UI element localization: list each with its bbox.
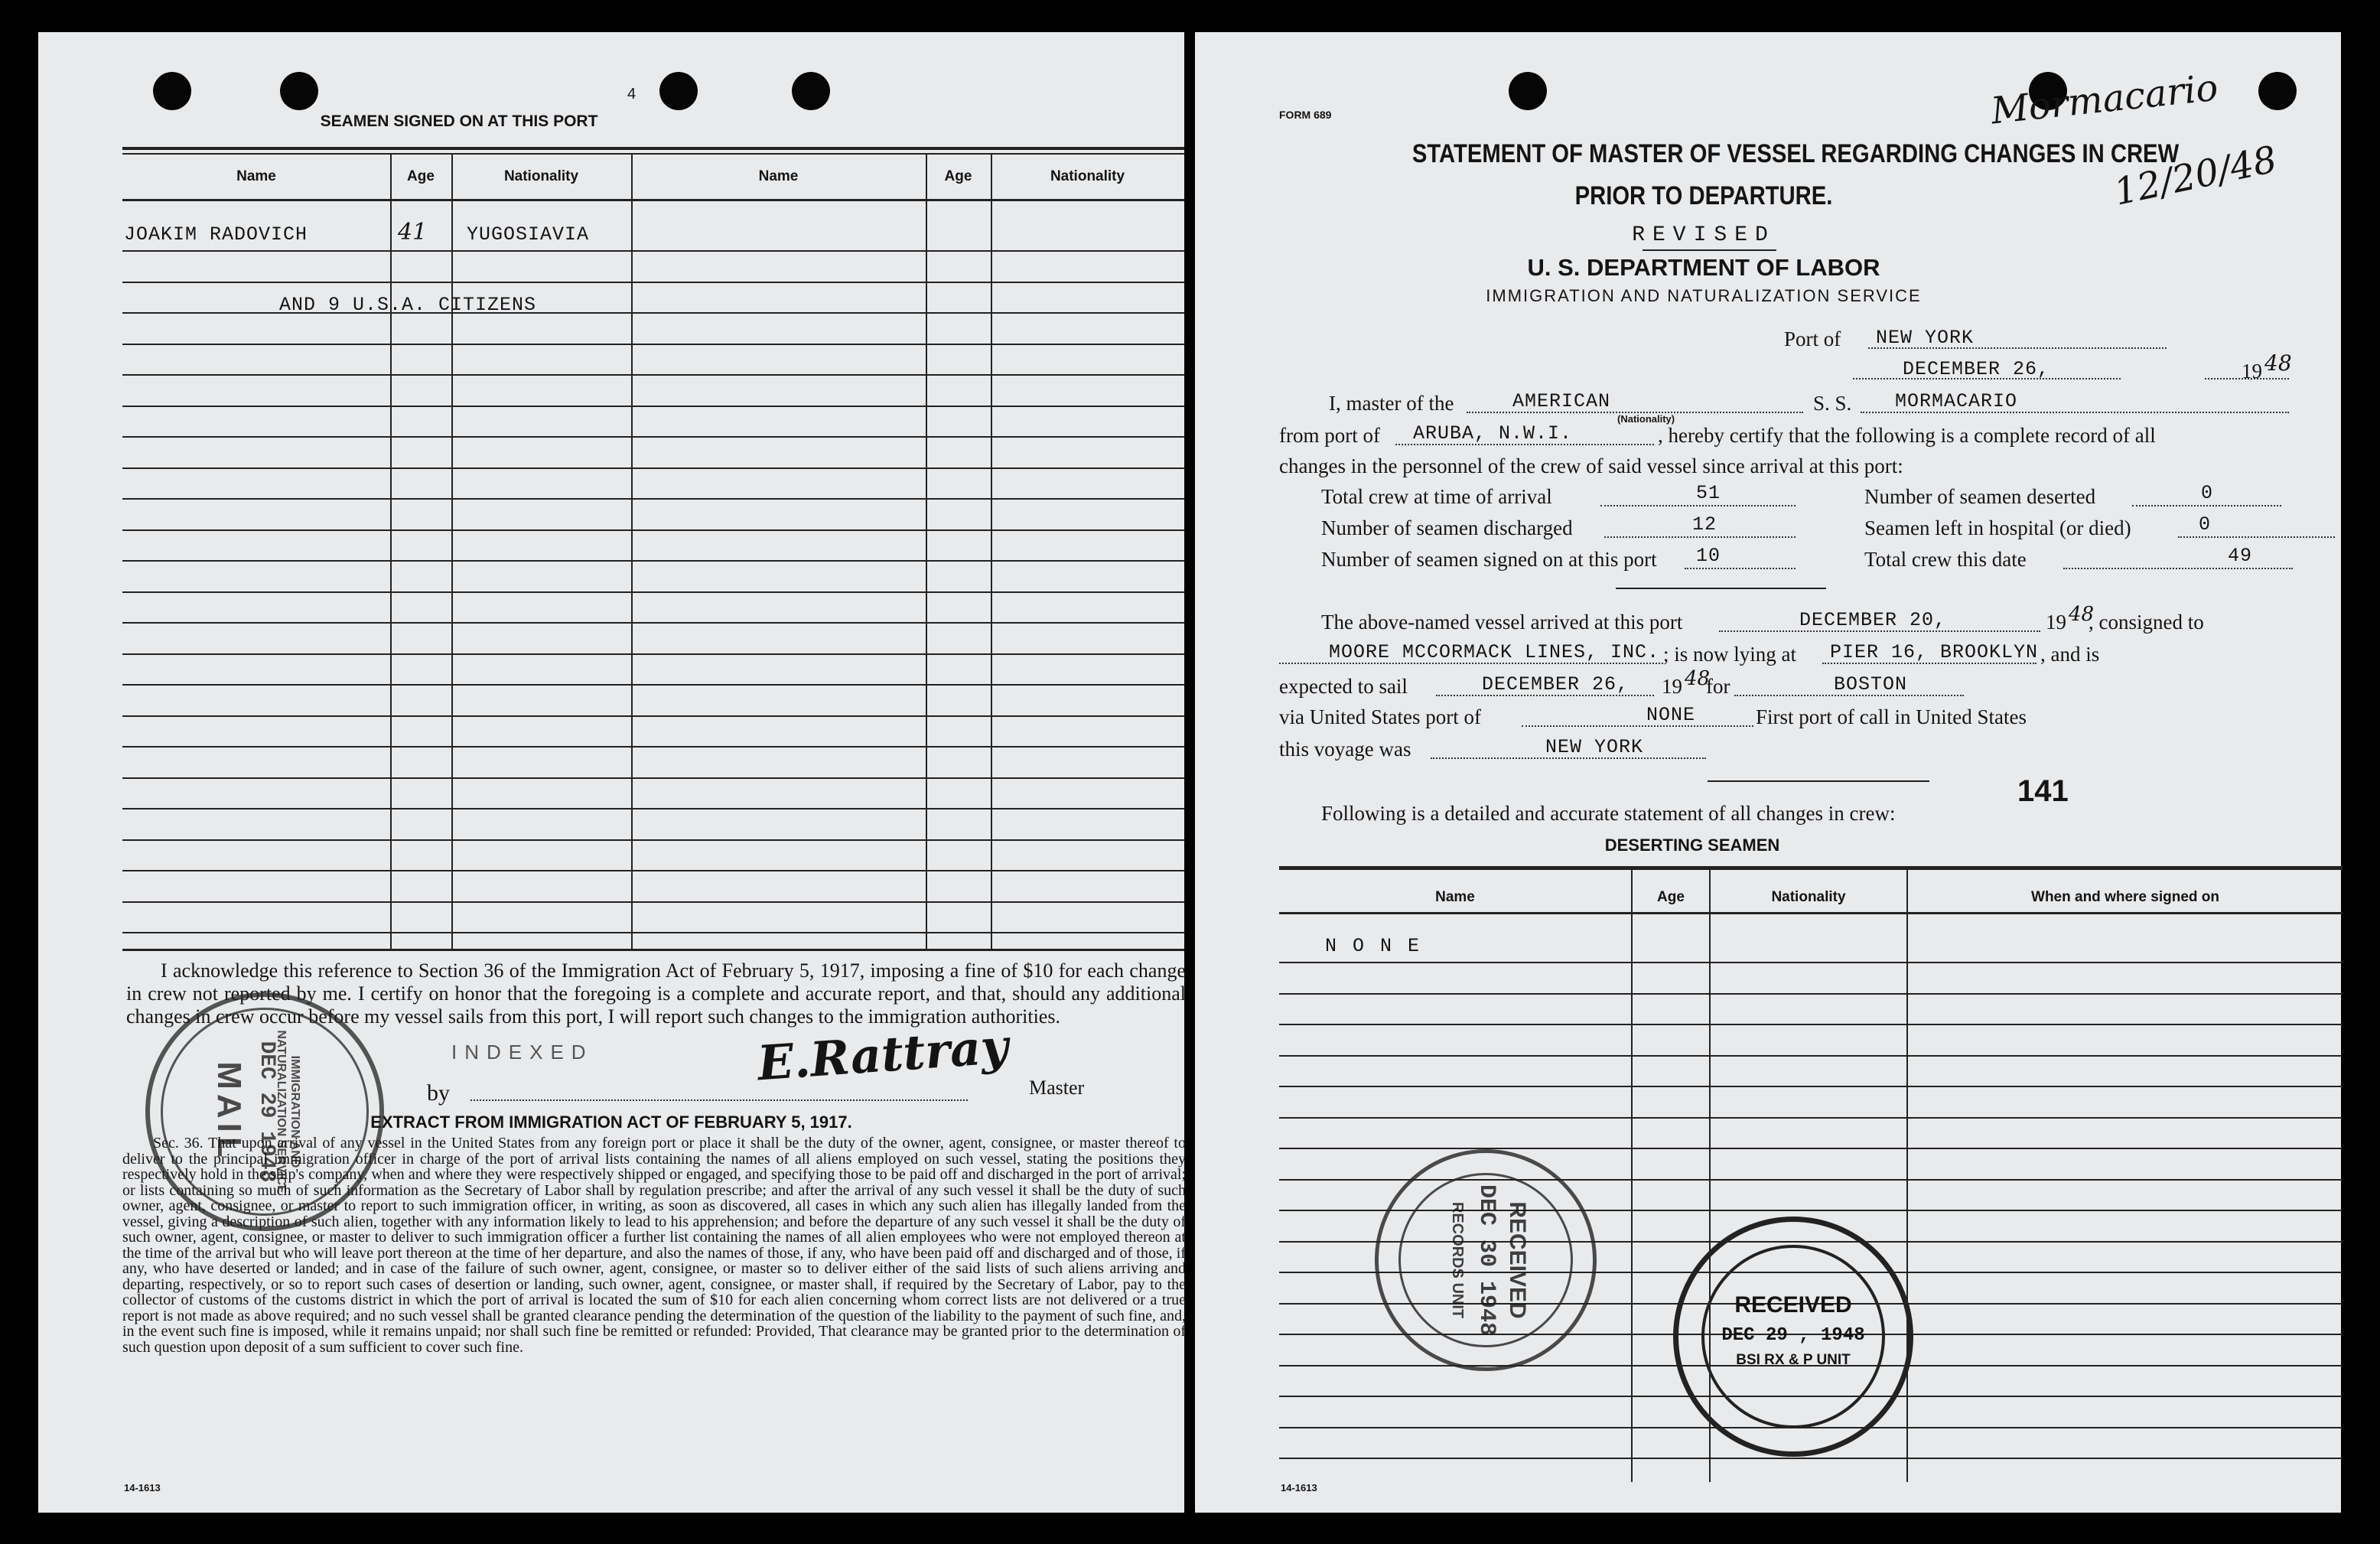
first-port-label: First port of call in United States (1756, 705, 2027, 728)
sail-year-suffix: 48 (1685, 667, 1711, 690)
arrived-date: DECEMBER 20, (1799, 609, 1947, 631)
stat-field (2132, 505, 2281, 507)
master-signature: E.Rattray (755, 1018, 1011, 1092)
stamp-text: MAIL (210, 1061, 248, 1162)
form-number: FORM 689 (1279, 109, 1332, 121)
column-header-name: Name (236, 168, 276, 184)
table-rule (122, 529, 1184, 531)
destination: BOSTON (1834, 673, 1908, 695)
punch-hole (792, 72, 830, 110)
column-header-nationality: Nationality (1050, 168, 1125, 184)
table-rule (1279, 1024, 2343, 1025)
revised-label: REVISED (1632, 223, 1776, 247)
table-cell-name: N O N E (1325, 935, 1422, 957)
stat-field (1685, 568, 1796, 569)
stamp-number: 141 (2017, 774, 2069, 808)
stat-value: 0 (2201, 482, 2214, 504)
by-label: by (427, 1080, 450, 1106)
table-rule (122, 591, 1184, 593)
year-prefix: 19 (2242, 360, 2262, 383)
stat-label: Total crew at time of arrival (1321, 485, 1552, 508)
voyage-value: NEW YORK (1545, 736, 1644, 758)
acknowledgement-text: I acknowledge this reference to Section 36 of the Immigration Act of February 5, 1917, imposing a fine of $10 for each change in crew not reported by me. I certify on honor that the foregoing is a complete and accurate report, and that, should any additional changes in crew occur before my vessel sails from this port, I will report such changes to the immigration authorities. (126, 959, 1186, 1028)
lying-label: ; is now lying at (1663, 643, 1796, 666)
stat-field (1600, 505, 1796, 507)
right-page (1195, 32, 2341, 1513)
changes-text: changes in the personnel of the crew of said vessel since arrival at this port: (1279, 454, 1903, 477)
arrived-year-suffix: 48 (2069, 603, 2095, 626)
punch-hole (2258, 72, 2297, 110)
left-page (38, 32, 1184, 1513)
stat-field (1604, 536, 1796, 538)
table-rule (122, 715, 1184, 717)
column-header-age: Age (407, 168, 435, 184)
deserting-title: DESERTING SEAMEN (1604, 836, 1780, 855)
table-rule (122, 777, 1184, 779)
arrived-label: The above-named vessel arrived at this port (1321, 611, 1683, 634)
stamp-text: IMMIGRATION AND NATURALIZATION SERVICE (275, 1030, 301, 1194)
ss-label: S. S. (1813, 392, 1852, 415)
table-rule (122, 436, 1184, 438)
nationality-value: AMERICAN (1512, 390, 1611, 412)
stat-value: 0 (2199, 513, 2212, 536)
stat-value: 49 (2228, 545, 2253, 567)
expected-label: expected to sail (1279, 675, 1408, 698)
certify-text: , hereby certify that the following is a complete record of all (1658, 424, 2156, 447)
stat-label: Seamen left in hospital (or died) (1864, 516, 2131, 539)
stat-field (2063, 568, 2293, 569)
stamp-date: DEC 29 , 1948 (1721, 1325, 1865, 1346)
separator (1616, 588, 1826, 589)
column-header-age: Age (944, 168, 972, 184)
table-rule (122, 498, 1184, 500)
voyage-label: this voyage was (1279, 738, 1411, 761)
extract-text: Sec. 36. That upon arrival of any vessel in the United States from any foreign port or place it shall be the duty of the owner, agent, consignee, or master thereof to deliver to the principal immigration officer in charge of the port of arrival lists containing the names of all aliens employed on such vessel, stating the positions they respectively hold in the ship's company, when and where they were respectively shipped or engaged, and specifying those to be paid off and discharged in the port of arrival; or lists containing so much of such information as the Secretary of Labor shall by regulation prescribe; and after the arrival of any such vessel it shall be the duty of such owner, agent, consignee, or master to report to such immigration officer, in writing, as soon as discovered, all cases in which any such alien has illegally landed from the vessel, giving a description of such alien, together with any information likely to lead to his apprehension; and before the departure of any such vessel it shall be the duty of such owner, agent, consignee, or master to deliver to such immigration officer a further list containing the names of all alien employees who were not employed thereon at the time of the arrival but who will leave port thereon at the time of her departure, and also the names of those, if any, who have been paid off and discharged and of those, if any, who have deserted or landed; and in case of the failure of such owner, agent, consignee, or master so to deliver either of the said lists of such aliens arriving and departing, respectively, or so to report such cases of desertion or landing, such owner, agent, consignee, or master shall, if required by the Secretary of Labor, pay to the collector of customs of the customs district in which the port of arrival is located the sum of $10 for each alien concerning whom correct lists are not delivered or a true report is not made as above required; and no such vessel shall be granted clearance pending the determination of the question of the liability to the payment of such fine, and, in the event such fine is imposed, while it remains unpaid; nor shall such fine be remitted or refunded: Provided, That clearance may be granted prior to the determination of such question upon deposit of a sum sufficient to cover such fine. (122, 1135, 1186, 1356)
table-cell-name: AND 9 U.S.A. CITIZENS (279, 294, 537, 316)
mail-received-stamp (145, 992, 384, 1231)
table-rule (122, 684, 1184, 686)
for-label: for (1706, 675, 1730, 698)
column-header-name: Name (1435, 889, 1475, 905)
arrived-year-prefix: 19 (2046, 611, 2066, 634)
service-name: IMMIGRATION AND NATURALIZATION SERVICE (1486, 286, 1922, 305)
table-cell-nationality: YUGOSIAVIA (467, 223, 590, 246)
table-rule (122, 839, 1184, 841)
table-cell-age: 41 (398, 219, 428, 246)
stamp-date: DEC 29 1948 (255, 1041, 278, 1183)
signature-line (470, 1099, 968, 1101)
form-code: 14-1613 (124, 1482, 161, 1494)
consignee: MOORE MCCORMACK LINES, INC. (1329, 641, 1660, 663)
consigned-label: , consigned to (2089, 611, 2204, 634)
sail-year-prefix: 19 (1662, 675, 1682, 698)
extract-title: EXTRACT FROM IMMIGRATION ACT OF FEBRUARY 5, 1917. (370, 1112, 852, 1132)
separator (1708, 780, 1929, 782)
table-rule (122, 344, 1184, 345)
stat-label: Number of seamen discharged (1321, 516, 1573, 539)
table-rule (122, 901, 1184, 903)
stamp-text: RECEIVED (1734, 1292, 1852, 1318)
column-header-name: Name (758, 168, 799, 184)
table-rule (122, 282, 1184, 283)
table-rule (1279, 1148, 2343, 1149)
port-label: Port of (1784, 327, 1841, 350)
handwritten-date: 12/20/48 (2110, 138, 2281, 214)
table-rule (122, 622, 1184, 624)
table-rule (122, 746, 1184, 748)
indexed-stamp: INDEXED (451, 1041, 594, 1064)
table-rule (1279, 1458, 2343, 1459)
via-value: NONE (1646, 704, 1696, 726)
table-rule (122, 374, 1184, 376)
stat-field (2178, 536, 2335, 538)
date-value: DECEMBER 26, (1903, 358, 2050, 380)
handwritten-note: Mormacario (1988, 66, 2220, 133)
table-rule (1279, 1055, 2343, 1057)
revised-underline (1643, 249, 1776, 251)
department-name: U. S. DEPARTMENT OF LABOR (1527, 254, 1880, 281)
column-header-age: Age (1657, 889, 1685, 905)
received-stamp-bsi (1673, 1217, 1913, 1457)
stamp-date: DEC 30 1948 (1473, 1184, 1499, 1337)
port-value: NEW YORK (1876, 327, 1975, 349)
nationality-caption: (Nationality) (1617, 413, 1675, 425)
stamp-text: RECORDS UNIT (1449, 1201, 1466, 1319)
master-of-label: I, master of the (1329, 392, 1454, 415)
punch-hole (659, 72, 698, 110)
and-is-label: , and is (2040, 643, 2100, 666)
stamp-text: BSI RX & P UNIT (1736, 1352, 1851, 1368)
table-rule (122, 653, 1184, 655)
form-title: STATEMENT OF MASTER OF VESSEL REGARDING CHANGES IN CREW (1411, 139, 2180, 168)
from-port-label: from port of (1279, 424, 1380, 447)
form-title-line2: PRIOR TO DEPARTURE. (1574, 181, 1833, 210)
page-number: 4 (627, 86, 637, 103)
table-rule (122, 870, 1184, 871)
table-rule (1279, 1117, 2343, 1119)
via-label: via United States port of (1279, 705, 1481, 728)
punch-hole (280, 72, 318, 110)
via-field (1522, 725, 1753, 727)
following-text: Following is a detailed and accurate statement of all changes in crew: (1321, 802, 1896, 825)
sail-date: DECEMBER 26, (1482, 673, 1630, 695)
master-label: Master (1029, 1077, 1085, 1099)
section-title: SEAMEN SIGNED ON AT THIS PORT (320, 112, 598, 130)
lying-at: PIER 16, BROOKLYN (1830, 641, 2039, 663)
table-rule (122, 560, 1184, 562)
stat-label: Number of seamen deserted (1864, 485, 2096, 508)
table-rule (1279, 962, 2343, 963)
stat-label: Number of seamen signed on at this port (1321, 548, 1657, 571)
table-rule (1279, 1086, 2343, 1087)
punch-hole (153, 72, 191, 110)
vessel-name: MORMACARIO (1895, 390, 2018, 412)
stamp-text: RECEIVED (1505, 1201, 1530, 1319)
punch-hole (1509, 72, 1547, 110)
from-port-value: ARUBA, N.W.I. (1413, 422, 1573, 445)
table-rule (122, 406, 1184, 407)
column-header-signed-on: When and where signed on (2031, 889, 2219, 905)
stat-value: 12 (1692, 513, 1717, 536)
table-rule (122, 932, 1184, 933)
year-suffix: 48 (2264, 350, 2292, 376)
table-rule (1279, 993, 2343, 995)
table-rule (122, 467, 1184, 469)
received-stamp-records-unit (1375, 1149, 1597, 1371)
stat-value: 51 (1696, 482, 1721, 504)
column-header-nationality: Nationality (1771, 889, 1846, 905)
table-rule (122, 250, 1184, 252)
stat-label: Total crew this date (1864, 548, 2027, 571)
stat-value: 10 (1696, 545, 1721, 567)
form-code: 14-1613 (1281, 1482, 1317, 1494)
table-cell-name: JOAKIM RADOVICH (124, 223, 308, 246)
column-header-nationality: Nationality (503, 168, 579, 184)
table-rule (122, 808, 1184, 809)
